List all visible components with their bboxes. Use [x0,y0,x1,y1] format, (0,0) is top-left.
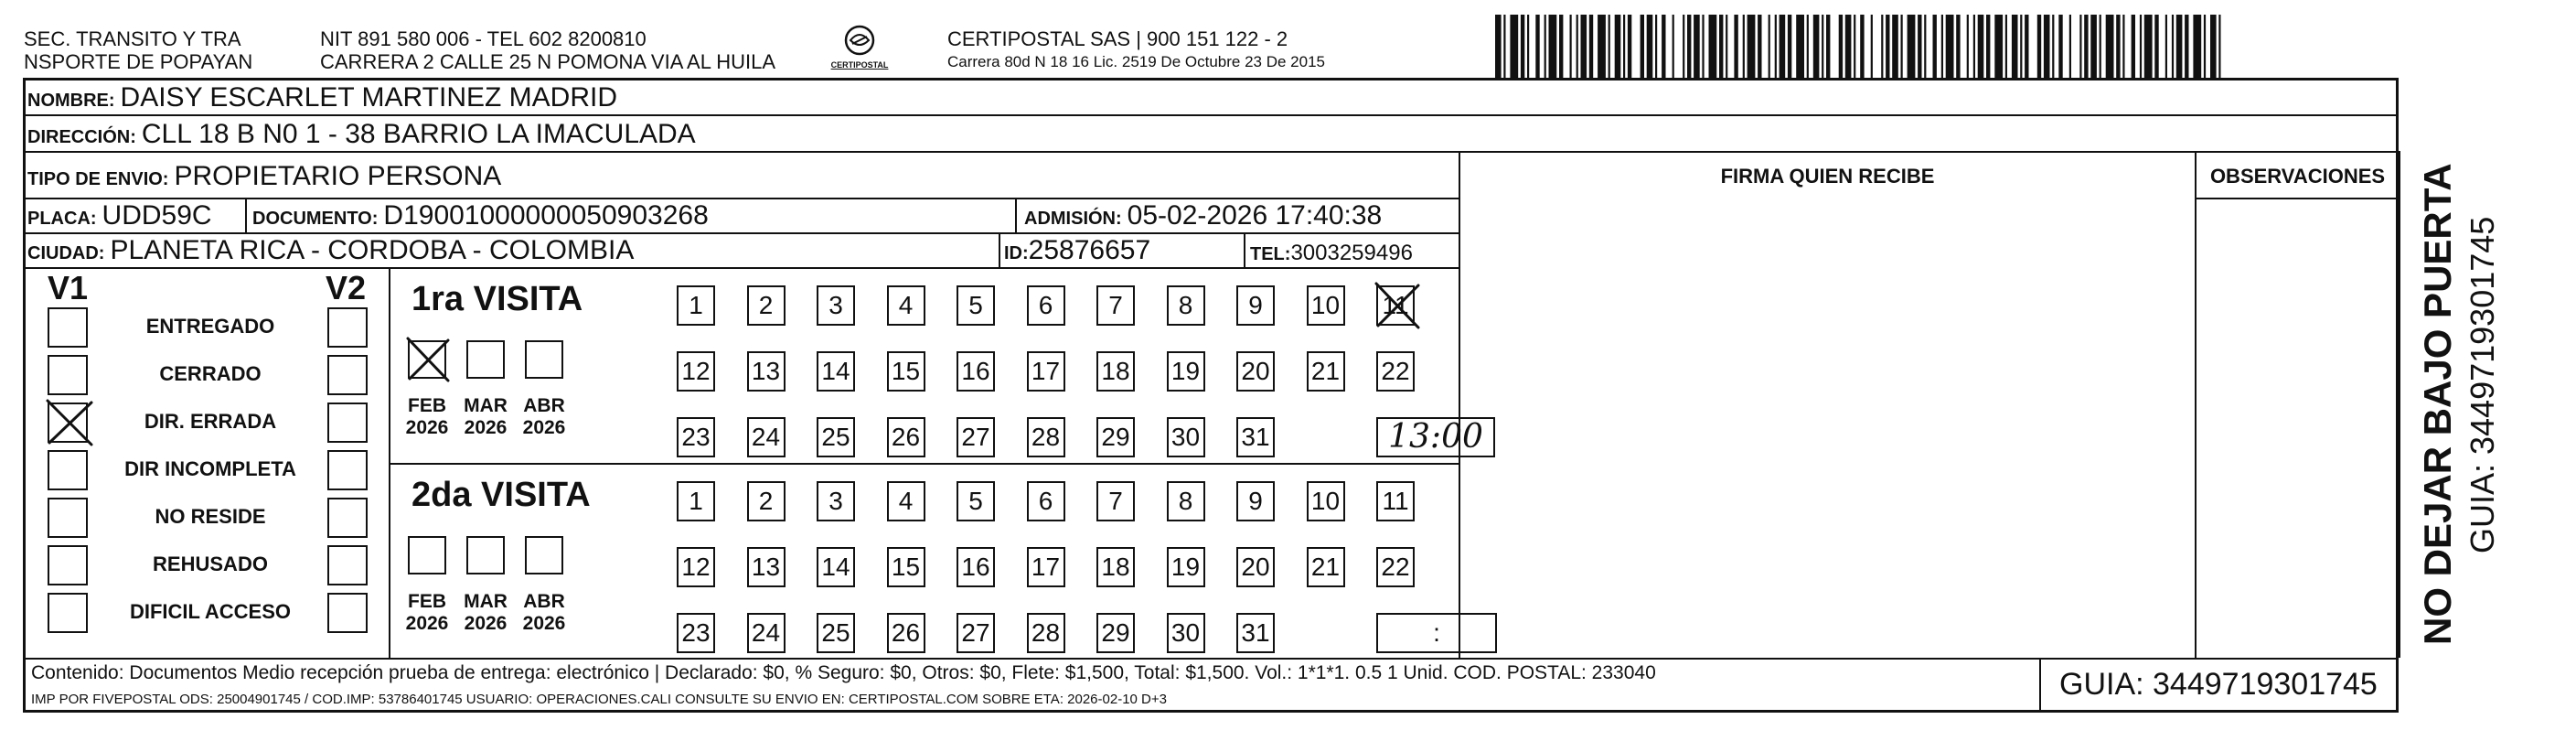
v2-checkbox[interactable] [327,545,368,585]
day-checkbox[interactable]: 6 [1027,481,1065,521]
day-checkbox[interactable]: 3 [817,285,855,326]
footer-imp: IMP POR FIVEPOSTAL ODS: 25004901745 / COD.IMP: 53786401745 USUARIO: OPERACIONES.CALI CONSULTE SU ENVIO EN: CERTIPOSTAL.COM SOBRE ETA: 2026-02-10 D+3 [31,692,1167,707]
month-name: MAR [464,395,508,416]
logo-text: CERTIPOSTAL [830,60,889,70]
day-checkbox[interactable]: 16 [957,547,995,587]
v1-checkbox[interactable] [48,545,88,585]
day-checkbox[interactable]: 3 [817,481,855,521]
day-checkbox[interactable]: 11 [1376,285,1415,326]
v1-checkbox[interactable] [48,450,88,490]
company-line1: CERTIPOSTAL SAS | 900 151 122 - 2 [947,27,1288,50]
day-checkbox[interactable]: 26 [887,613,925,653]
day-checkbox[interactable]: 20 [1236,547,1275,587]
day-checkbox[interactable]: 17 [1027,547,1065,587]
documento-label: DOCUMENTO: [252,209,379,229]
day-checkbox[interactable]: 22 [1376,351,1415,392]
month-checkbox[interactable] [408,536,446,574]
barcode [1495,15,2222,79]
day-checkbox[interactable]: 23 [677,613,715,653]
tipo-envio-label: TIPO DE ENVIO: [27,169,169,189]
day-checkbox[interactable]: 18 [1096,351,1135,392]
nit-block [320,27,775,73]
day-checkbox[interactable]: 23 [677,417,715,457]
status-label: DIR. ERRADA [144,410,277,433]
v1-header: V1 [48,269,89,306]
month-year: 2026 [522,613,566,634]
nombre-label: NOMBRE: [27,91,115,111]
org-name [24,27,252,73]
day-checkbox[interactable]: 2 [747,481,786,521]
id-value: 25876657 [1028,235,1151,265]
day-checkbox[interactable]: 7 [1096,285,1135,326]
tel-value: 3003259496 [1290,241,1413,265]
day-checkbox[interactable]: 26 [887,417,925,457]
day-checkbox[interactable]: 27 [957,613,995,653]
month-checkbox[interactable] [525,340,563,379]
day-checkbox[interactable]: 27 [957,417,995,457]
v2-header: V2 [326,269,367,306]
status-label: DIFICIL ACCESO [129,600,291,623]
nit-line1: NIT 891 580 006 - TEL 602 8200810 [320,27,647,50]
nombre-field [27,82,617,116]
visit-title: 1ra VISITA [412,280,583,318]
placa-label: PLACA: [27,209,97,229]
placa-value: UDD59C [102,200,212,231]
side-panel [2400,151,2576,658]
v1-checkbox[interactable] [48,498,88,538]
org-line1: SEC. TRANSITO Y TRA [24,27,241,50]
v2-checkbox[interactable] [327,593,368,633]
day-checkbox[interactable]: 13 [747,547,786,587]
footer-contenido: Contenido: Documentos Medio recepción prueba de entrega: electrónico | Declarado: $0, % Seguro: $0, Otros: $0, Flete: $1,500, Total: $1,500. Vol.: 1*1*1. 0.5 1 Unid. COD. POSTAL: 233040 [31,662,1656,683]
v1-checkbox[interactable] [48,355,88,395]
documento-value: D19001000000050903268 [383,200,709,231]
day-checkbox[interactable]: 29 [1096,417,1135,457]
month-label [399,591,455,635]
day-checkbox[interactable]: 25 [817,613,855,653]
day-checkbox[interactable]: 12 [677,351,715,392]
v2-checkbox[interactable] [327,498,368,538]
nombre-value: DAISY ESCARLET MARTINEZ MADRID [120,82,617,113]
day-checkbox[interactable]: 28 [1027,613,1065,653]
month-name: ABR [523,395,565,416]
id-field [1004,235,1150,269]
footer-guia: GUIA: 3449719301745 [2059,667,2378,702]
day-checkbox[interactable]: 15 [887,351,925,392]
barcode-image [1495,15,2222,79]
v2-checkbox[interactable] [327,355,368,395]
month-checkbox[interactable] [525,536,563,574]
handwritten-x-mark [46,399,93,446]
status-label: NO RESIDE [155,505,266,528]
time-box[interactable]: 13:00 [1376,417,1495,457]
v1-checkbox[interactable] [48,593,88,633]
day-checkbox[interactable]: 5 [957,481,995,521]
status-label: REHUSADO [153,553,268,575]
month-name: MAR [464,591,508,612]
month-label [457,591,514,635]
month-checkbox[interactable] [408,340,446,379]
day-checkbox[interactable]: 21 [1307,547,1345,587]
day-checkbox[interactable]: 14 [817,547,855,587]
day-checkbox[interactable]: 8 [1167,481,1205,521]
v2-checkbox[interactable] [327,450,368,490]
month-label [457,395,514,439]
month-label [399,395,455,439]
certipostal-logo [832,24,887,73]
day-checkbox[interactable]: 30 [1167,613,1205,653]
month-name: ABR [523,591,565,612]
tel-label: TEL: [1250,244,1291,264]
day-checkbox[interactable]: 22 [1376,547,1415,587]
day-checkbox[interactable]: 24 [747,417,786,457]
month-year: 2026 [522,417,566,438]
day-checkbox[interactable]: 17 [1027,351,1065,392]
ciudad-label: CIUDAD: [27,243,105,263]
day-checkbox[interactable]: 29 [1096,613,1135,653]
v2-checkbox[interactable] [327,307,368,348]
v2-checkbox[interactable] [327,403,368,443]
day-checkbox[interactable]: 15 [887,547,925,587]
v1-checkbox[interactable] [48,403,88,443]
day-checkbox[interactable]: 1 [677,285,715,326]
day-checkbox[interactable]: 30 [1167,417,1205,457]
admision-value: 05-02-2026 17:40:38 [1127,200,1383,231]
day-checkbox[interactable]: 14 [817,351,855,392]
month-name: FEB [408,591,446,612]
direccion-label: DIRECCIÓN: [27,127,136,147]
status-label: DIR INCOMPLETA [124,457,296,480]
month-year: 2026 [464,417,508,438]
ciudad-field [27,235,634,269]
day-checkbox[interactable]: 25 [817,417,855,457]
org-line2: NSPORTE DE POPAYAN [24,50,253,73]
tipo-envio-value: PROPIETARIO PERSONA [174,161,502,191]
status-label: CERRADO [159,362,262,385]
status-label: ENTREGADO [145,315,275,338]
day-checkbox[interactable]: 11 [1376,481,1415,521]
observaciones-header: OBSERVACIONES [2209,165,2386,188]
direccion-value: CLL 18 B N0 1 - 38 BARRIO LA IMACULADA [141,119,696,149]
month-year: 2026 [405,417,449,438]
nit-line2: CARRERA 2 CALLE 25 N POMONA VIA AL HUILA [320,50,776,73]
day-checkbox[interactable]: 18 [1096,547,1135,587]
month-checkbox[interactable] [466,536,505,574]
handwritten-x-mark [406,337,450,382]
day-checkbox[interactable]: 20 [1236,351,1275,392]
day-checkbox[interactable]: 16 [957,351,995,392]
month-year: 2026 [405,613,449,634]
day-checkbox[interactable]: 2 [747,285,786,326]
tel-field [1250,238,1413,270]
day-checkbox[interactable]: 5 [957,285,995,326]
month-year: 2026 [464,613,508,634]
month-label [516,395,572,439]
company-line2: Carrera 80d N 18 16 Lic. 2519 De Octubre 23 De 2015 [947,53,1325,70]
day-checkbox[interactable]: 19 [1167,351,1205,392]
day-checkbox[interactable]: 1 [677,481,715,521]
tipo-envio-field [27,161,501,195]
id-label: ID: [1004,243,1029,263]
visit-title: 2da VISITA [412,476,591,514]
time-box[interactable]: : [1376,613,1497,653]
day-checkbox[interactable]: 10 [1307,285,1345,326]
day-checkbox[interactable]: 4 [887,481,925,521]
admision-label: ADMISIÓN: [1024,209,1122,229]
direccion-field [27,119,696,153]
day-checkbox[interactable]: 10 [1307,481,1345,521]
handwritten-x-mark [1374,282,1420,329]
day-checkbox[interactable]: 8 [1167,285,1205,326]
day-checkbox[interactable]: 31 [1236,417,1275,457]
day-checkbox[interactable]: 28 [1027,417,1065,457]
day-checkbox[interactable]: 12 [677,547,715,587]
day-checkbox[interactable]: 19 [1167,547,1205,587]
no-dejar-warning: NO DEJAR BAJO PUERTA [2416,163,2459,645]
day-checkbox[interactable]: 9 [1236,285,1275,326]
day-checkbox[interactable]: 13 [747,351,786,392]
day-checkbox[interactable]: 21 [1307,351,1345,392]
day-checkbox[interactable]: 31 [1236,613,1275,653]
day-checkbox[interactable]: 9 [1236,481,1275,521]
day-checkbox[interactable]: 6 [1027,285,1065,326]
ciudad-value: PLANETA RICA - CORDOBA - COLOMBIA [110,235,635,265]
admision-field [1024,200,1382,234]
side-guia: GUIA: 3449719301745 [2464,216,2501,553]
placa-field [27,200,212,234]
day-checkbox[interactable]: 24 [747,613,786,653]
month-name: FEB [408,395,446,416]
day-checkbox[interactable]: 7 [1096,481,1135,521]
company-block [947,27,1325,71]
day-checkbox[interactable]: 4 [887,285,925,326]
v1-checkbox[interactable] [48,307,88,348]
documento-field [252,200,709,234]
firma-header: FIRMA QUIEN RECIBE [1720,165,1935,188]
month-label [516,591,572,635]
month-checkbox[interactable] [466,340,505,379]
